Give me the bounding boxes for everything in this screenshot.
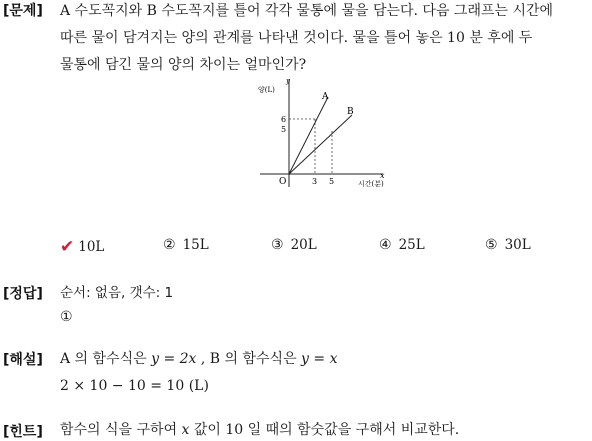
y-tick-5: 5 [281,125,287,134]
series-b-line [289,115,352,174]
choice-1[interactable] [60,237,104,257]
function-graph [250,75,390,195]
solution-line-2: 2 × 10 − 10 = 10 (L) [60,378,209,394]
answer-text [60,281,588,329]
y-axis-letter: y [286,77,290,85]
choice-4[interactable] [379,237,425,253]
series-a-line [289,97,328,174]
y-tick-6: 6 [281,115,287,124]
problem-text [60,0,588,79]
hint-math: x [181,422,190,438]
choice-5-number: ⑤ [485,237,498,253]
answer-tag: [정답] [3,286,43,302]
answer-line-2: ① [60,309,73,325]
choices-row [0,237,592,257]
series-b-label: B [347,107,354,117]
y-axis-label: 양(L) [258,86,275,94]
problem-line-2: 따른 물이 담겨지는 양의 관계를 나타낸 것이다. 물을 틀어 놓은 10 분 후에 두 [60,30,533,46]
x-tick-3: 3 [312,177,318,186]
solution-line-1 [60,346,588,373]
choice-3[interactable] [271,237,317,253]
choice-2[interactable] [163,237,209,253]
solution-tag: [해설] [3,352,43,368]
problem-line-3: 물통에 담긴 물의 양의 차이는 얼마인가? [60,57,307,73]
x-tick-5: 5 [329,177,335,186]
choice-3-text: 20L [290,237,317,253]
answer-line-1: 순서: 없음, 갯수: 1 [60,285,174,301]
hint-text-b: 값이 10 일 때의 함숫값을 구해서 비교한다. [189,422,460,438]
solution-math-a: y = 2x [151,351,197,367]
problem-line-1: A 수도꼭지와 B 수도꼭지를 틀어 각각 물통에 물을 담는다. 다음 그래프는 시간에 [60,3,554,19]
choice-4-number: ④ [379,237,392,253]
problem-tag: [문제] [3,3,43,19]
solution-text-b: , B 의 함수식은 [196,351,302,367]
choice-2-text: 15L [182,237,209,253]
hint-text-a: 함수의 식을 구하여 [60,422,182,438]
solution-math-b: y = x [301,351,338,367]
choice-1-text: 10L [78,239,105,255]
solution-text [60,346,588,400]
series-a-label: A [322,92,329,102]
choice-5[interactable] [485,237,531,253]
hint-tag: [힌트] [3,424,43,440]
choice-4-text: 25L [398,237,425,253]
hint-text [60,419,588,441]
x-axis-letter: x [380,171,385,180]
origin-label: O [279,177,287,187]
choice-2-number: ② [163,237,176,253]
check-mark-icon: ✔ [60,237,75,257]
choice-3-number: ③ [271,237,284,253]
solution-text-a: A 의 함수식은 [60,351,152,367]
choice-5-text: 30L [504,237,531,253]
x-axis-label: 시간(분) [358,180,384,188]
